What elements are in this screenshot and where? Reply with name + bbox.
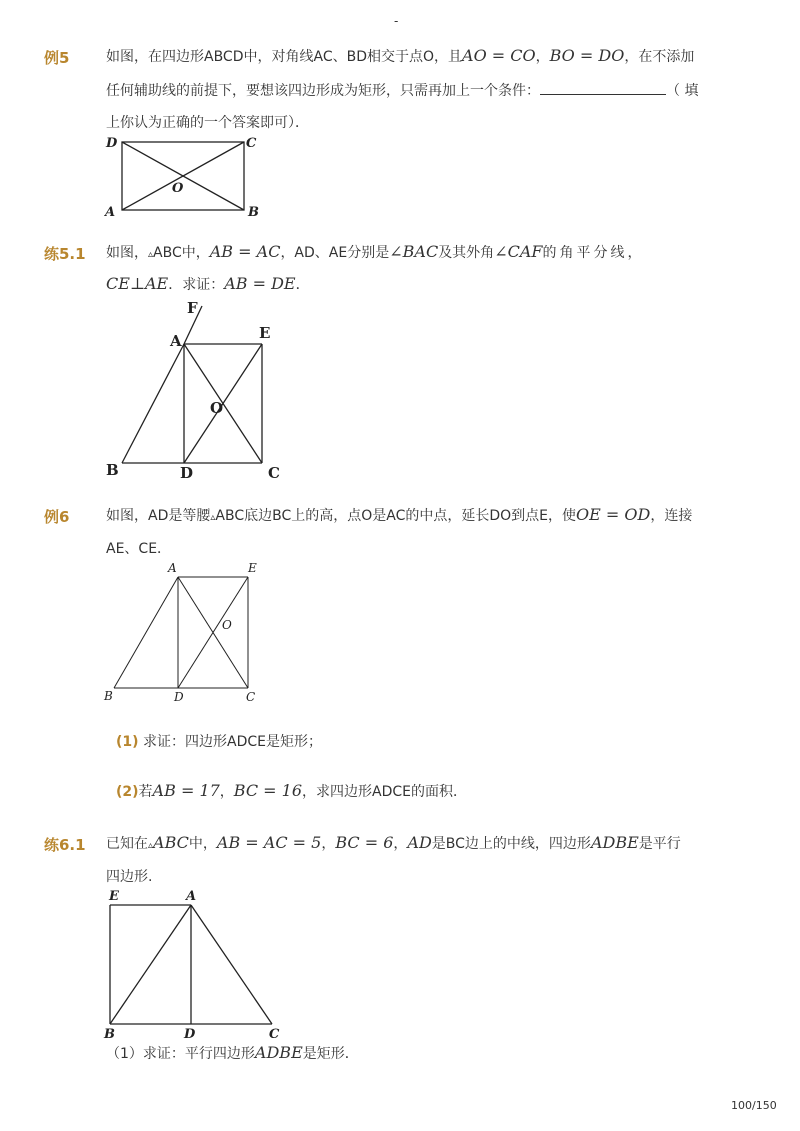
point-label-c: C: [269, 1027, 280, 1040]
example-5-label: 例5: [44, 49, 70, 67]
practice-6-1-question-1: （1）求证：平行四边形ADBE是矩形．: [106, 1043, 359, 1062]
header-mark: -: [394, 14, 399, 28]
point-label-b: B: [104, 689, 113, 703]
point-label-e: E: [109, 889, 119, 904]
practice-5-1-text-line2: CE⊥AE．求证：AB = DE．: [106, 274, 310, 293]
example-6-question-1: (1) 求证：四边形ADCE是矩形；: [116, 734, 322, 750]
page-number: 100/150: [731, 1099, 777, 1112]
point-label-d: D: [174, 690, 184, 704]
point-label-a: A: [105, 205, 116, 220]
practice-5-1-text-line1: 如图，▵ABC中，AB = AC，AD、AE分别是∠BAC及其外角∠CAF的角平分线，: [106, 242, 645, 261]
practice-6-1-label: 练6.1: [44, 836, 86, 854]
point-label-a: A: [168, 561, 177, 575]
point-label-b: B: [106, 461, 119, 479]
example-5-text-line1: 如图，在四边形ABCD中，对角线AC、BD相交于点O，且AO = CO，BO = DO，在不添加: [106, 46, 695, 65]
point-label-o: O: [172, 181, 184, 196]
point-label-f: F: [187, 299, 198, 317]
point-label-a: A: [170, 332, 182, 350]
example-6-text-line2: AE、CE．: [106, 541, 172, 557]
practice-6-1-figure: [100, 886, 300, 1040]
point-label-e: E: [248, 561, 257, 575]
practice-6-1-text-line2: 四边形.: [106, 869, 153, 885]
answer-blank: [540, 82, 666, 95]
point-label-d: D: [106, 136, 118, 151]
point-label-b: B: [248, 205, 259, 220]
example-5-text-line2: 任何辅助线的前提下，要想该四边形成为矩形，只需再加上一个条件： （ 填: [106, 83, 699, 99]
point-label-a: A: [186, 889, 197, 904]
point-label-c: C: [246, 690, 256, 704]
point-label-b: B: [104, 1027, 115, 1040]
practice-6-1-text-line1: 已知在▵ABC中，AB = AC = 5，BC = 6，AD是BC边上的中线，四边形ADBE是平行: [106, 833, 681, 852]
point-label-o: O: [222, 618, 232, 632]
example-6-label: 例6: [44, 508, 70, 526]
practice-5-1-label: 练5.1: [44, 245, 86, 263]
point-label-o: O: [210, 399, 224, 417]
point-label-e: E: [259, 324, 271, 342]
example-6-text-line1: 如图，AD是等腰▵ABC底边BC上的高，点O是AC的中点，延长DO到点E，使OE = OD，连接: [106, 505, 693, 524]
practice-5-1-figure: [100, 298, 300, 482]
point-label-c: C: [246, 136, 257, 151]
example-6-figure: [100, 558, 270, 704]
point-label-c: C: [268, 464, 280, 482]
example-5-text-line3: 上你认为正确的一个答案即可）．: [106, 115, 309, 131]
point-label-d: D: [180, 464, 194, 482]
example-6-question-2: (2)若AB = 17，BC = 16，求四边形ADCE的面积．: [116, 781, 468, 800]
example-5-figure: [100, 132, 270, 224]
point-label-d: D: [184, 1027, 196, 1040]
